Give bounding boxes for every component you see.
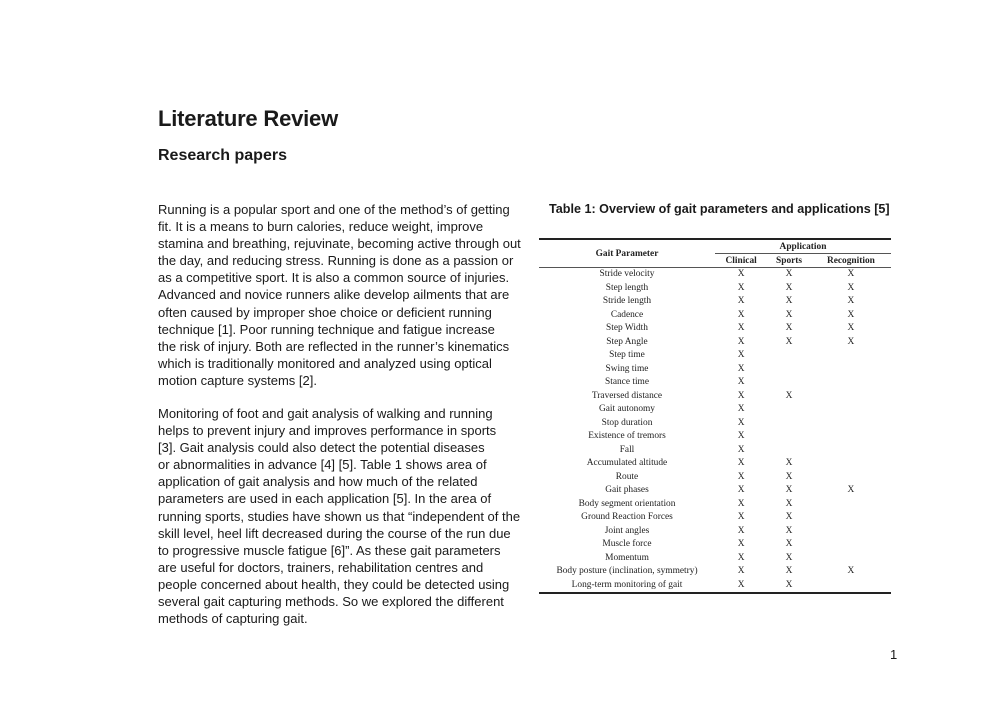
clinical-cell: X [737,390,745,401]
recognition-cell: X [847,566,855,576]
parameter-cell: Accumulated altitude [586,458,668,468]
sports-cell: X [785,458,793,468]
table-row [539,430,891,444]
clinical-cell: X [737,417,745,428]
parameter-cell: Gait autonomy [599,404,655,414]
recognition-cell [811,498,891,512]
clinical-cell: X [737,282,745,293]
column-header-clinical: Clinical [715,254,767,268]
recognition-cell [811,403,891,417]
recognition-cell [811,430,891,444]
sports-cell: X [785,552,793,563]
parameter-cell: Stride velocity [599,269,655,279]
table-row [539,484,891,498]
column-header-sports: Sports [767,254,811,268]
recognition-cell: X [847,309,855,320]
table-row [539,336,891,350]
table-row [539,538,891,552]
sports-cell: X [785,579,793,590]
parameter-cell: Body posture (inclination, symmetry) [556,566,698,576]
recognition-cell [811,444,891,458]
clinical-cell: X [737,296,745,306]
sports-cell [767,444,811,458]
table-row [539,403,891,417]
clinical-cell: X [737,566,745,576]
parameter-cell: Long-term monitoring of gait [571,579,683,590]
sports-cell [767,376,811,390]
parameter-cell: Step time [609,350,645,360]
clinical-cell: X [737,323,745,333]
table-row [539,309,891,323]
sports-cell: X [785,296,793,306]
parameter-cell: Joint angles [604,525,650,536]
clinical-cell: X [737,552,745,563]
gait-parameters-table [539,238,891,594]
clinical-cell: X [737,579,745,590]
parameter-cell: Fall [619,444,635,455]
recognition-cell [811,376,891,390]
table-row [539,579,891,594]
parameter-cell: Step Width [606,323,648,333]
sports-cell [767,363,811,377]
sports-cell: X [785,525,793,536]
clinical-cell: X [737,458,745,468]
parameter-cell: Step length [605,282,649,293]
sports-cell: X [785,498,793,509]
sports-cell: X [785,309,793,320]
paragraph-intro: Running is a popular sport and one of the method’s of getting fit. It is a means to burn calories, reduce weight, improve stamina and breathing, rejuvinate, becoming active through out the day, and reducing stress. Running is done as a passion or as a competitive sport. It is also a common source of injuries. Advanced and novice runners alike develop ailments that are often caused by improper shoe choice or deficient running technique [1]. Poor running technique and fatigue increase the risk of injury. Both are reflected in the runner’s kinematics which is traditionally monitored and analyzed using optical motion capture systems [2]. [158,202,521,388]
recognition-cell [811,417,891,431]
sports-cell: X [785,282,793,293]
recognition-cell [811,552,891,566]
sports-cell: X [785,512,793,522]
recognition-cell: X [847,485,855,495]
table-row [539,498,891,512]
table-row [539,417,891,431]
clinical-cell: X [737,269,745,279]
clinical-cell: X [737,431,745,441]
page-number: 1 [890,647,898,662]
sports-cell: X [785,323,793,333]
recognition-cell [811,457,891,471]
sports-cell: X [785,336,793,347]
parameter-cell: Traversed distance [591,390,663,401]
recognition-cell [811,579,891,594]
recognition-cell: X [847,282,855,293]
table-row [539,295,891,309]
table-row [539,363,891,377]
clinical-cell: X [737,444,745,455]
sports-cell: X [785,539,793,549]
sports-cell [767,349,811,363]
parameter-cell: Swing time [605,363,649,374]
table-row [539,471,891,485]
recognition-cell [811,511,891,525]
recognition-cell [811,525,891,539]
table-row [539,282,891,296]
sports-cell: X [785,471,793,482]
recognition-cell: X [847,336,855,347]
parameter-cell: Stop duration [601,417,653,428]
parameter-cell: Ground Reaction Forces [581,512,673,522]
clinical-cell: X [737,363,745,374]
table-row [539,565,891,579]
clinical-cell: X [737,525,745,536]
clinical-cell: X [737,377,745,387]
parameter-cell: Muscle force [602,539,652,549]
parameter-cell: Cadence [610,309,644,320]
parameter-cell: Step Angle [606,336,648,347]
parameter-cell: Stride length [602,296,652,306]
sports-cell: X [785,390,793,401]
application-header: Application [715,239,891,254]
recognition-cell [811,538,891,552]
paragraph-gait-analysis: Monitoring of foot and gait analysis of walking and running helps to prevent injury and improves performance in sports [3]. Gait analysis could also detect the potential diseases or abnormalities in advance [4] [5]. Table 1 shows area of application of gait analysis and how much of the related parameters are used in each application [5]. In the area of running sports, studies have shown us that “independent of the skill level, heel lift decreased during the course of the run due to progressive muscle fatigue [6]”. As these gait parameters are useful for doctors, trainers, rehabilitation centres and people concerned about health, they could be detected using several gait capturing methods. So we explored the different methods of capturing gait. [158,406,521,627]
sports-cell [767,403,811,417]
table-row [539,525,891,539]
clinical-cell: X [737,309,745,320]
recognition-cell [811,390,891,404]
recognition-cell: X [847,296,855,306]
table-row [539,444,891,458]
table-row [539,390,891,404]
sports-cell [767,417,811,431]
parameter-cell: Momentum [605,552,649,563]
clinical-cell: X [737,404,745,414]
table-row [539,268,891,282]
gait-parameter-header: Gait Parameter [539,239,715,268]
clinical-cell: X [737,539,745,549]
table-body [539,268,891,594]
sports-cell: X [785,269,793,279]
clinical-cell: X [737,471,745,482]
table-row [539,511,891,525]
clinical-cell: X [737,350,745,360]
table-caption: Table 1: Overview of gait parameters and applications [5] [549,202,890,216]
page-title: Literature Review [158,106,339,131]
parameter-cell: Route [615,471,639,482]
sports-cell: X [785,566,793,576]
table-row [539,376,891,390]
clinical-cell: X [737,336,745,347]
table-row [539,552,891,566]
recognition-cell [811,349,891,363]
parameter-cell: Gait phases [605,485,649,495]
parameter-cell: Body segment orientation [578,498,676,509]
recognition-cell: X [847,323,855,333]
sports-cell: X [785,485,793,495]
sports-cell [767,430,811,444]
recognition-cell: X [847,269,855,279]
clinical-cell: X [737,498,745,509]
clinical-cell: X [737,512,745,522]
parameter-cell: Existence of tremors [588,431,666,441]
section-subtitle: Research papers [158,147,287,164]
recognition-cell [811,363,891,377]
table-row [539,322,891,336]
parameter-cell: Stance time [605,377,649,387]
recognition-cell [811,471,891,485]
table-row [539,457,891,471]
column-header-recognition: Recognition [811,254,891,268]
clinical-cell: X [737,485,745,495]
table-row [539,349,891,363]
